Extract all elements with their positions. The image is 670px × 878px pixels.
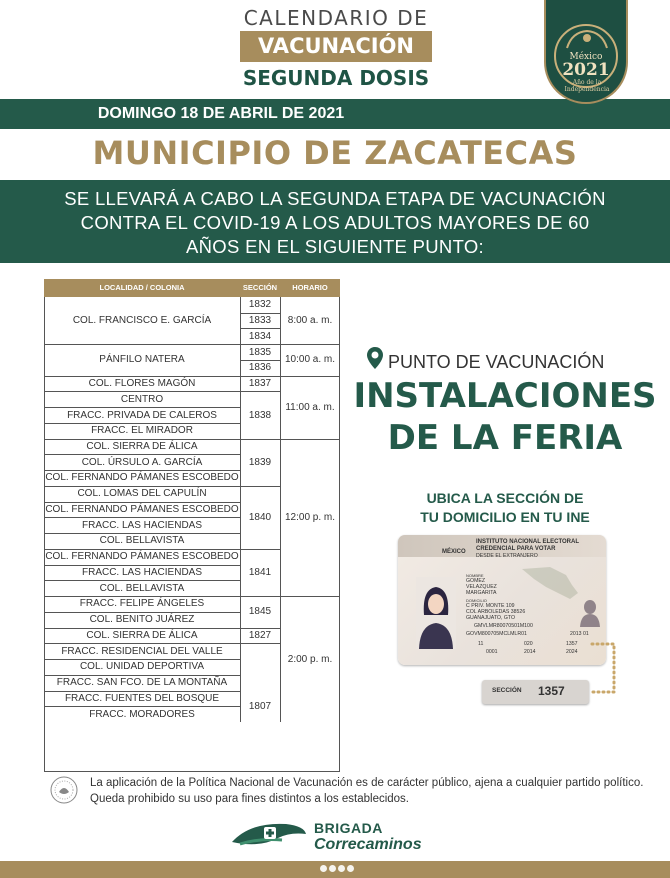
announcement-line: AÑOS EN EL SIGUIENTE PUNTO: xyxy=(186,236,484,257)
table-gridline xyxy=(44,344,240,345)
section-cell: 1833 xyxy=(248,315,272,327)
table-gridline xyxy=(44,706,240,707)
locality-cell: FRACC. EL MIRADOR xyxy=(91,425,193,437)
section-cell: 1827 xyxy=(248,629,272,641)
table-gridline xyxy=(240,360,280,361)
locality-cell: COL. FERNANDO PÁMANES ESCOBEDO xyxy=(45,472,239,484)
table-gridline xyxy=(44,533,240,534)
locality-cell: FRACC. LAS HACIENDAS xyxy=(81,566,203,578)
locality-cell: COL. UNIDAD DEPORTIVA xyxy=(79,661,205,673)
schedule-cell: 2:00 p. m. xyxy=(287,653,333,665)
second-dose-title: SEGUNDA DOSIS xyxy=(242,66,430,90)
section-cell: 1845 xyxy=(248,606,272,618)
locality-cell: PÁNFILO NATERA xyxy=(99,354,185,366)
table-gridline xyxy=(240,596,280,597)
locality-cell: FRACC. SAN FCO. DE LA MONTAÑA xyxy=(56,677,228,689)
section-cell: 1840 xyxy=(248,511,272,523)
locality-cell: COL. ÚRSULO A. GARCÍA xyxy=(81,456,203,468)
card-municipio: 020 xyxy=(524,641,533,647)
card-abroad: DESDE EL EXTRANJERO xyxy=(476,553,538,559)
locality-cell: COL. BENITO JUÁREZ xyxy=(89,614,195,626)
card-address-label: DOMICILIO xyxy=(466,598,487,603)
correcaminos-title: Correcaminos xyxy=(314,836,422,853)
card-name-label: NOMBRE xyxy=(466,573,484,578)
locality-cell: FRACC. FUENTES DEL BOSQUE xyxy=(64,692,220,704)
vaccination-point-label: PUNTO DE VACUNACIÓN xyxy=(388,352,605,372)
card-registro: 2013 01 xyxy=(570,631,589,637)
card-address-line: COL ARBOLEDAS 38526 xyxy=(466,609,526,615)
table-gridline xyxy=(280,596,340,597)
card-elector-key: GMVLMR80070501M100 xyxy=(474,623,533,629)
table-gridline xyxy=(44,486,240,487)
announcement xyxy=(0,180,670,263)
schedule-cell: 8:00 a. m. xyxy=(287,315,333,327)
mexico-map-icon xyxy=(520,563,580,603)
emblem-subtitle: Año de la Independencia xyxy=(564,79,610,93)
table-gridline xyxy=(44,423,240,424)
locality-cell: COL. SIERRA DE ÁLICA xyxy=(86,441,198,453)
section-cell: 1807 xyxy=(248,700,272,712)
locality-cell: CENTRO xyxy=(120,393,164,405)
table-header xyxy=(44,279,340,297)
mexico-2021-emblem xyxy=(544,0,628,104)
vaccination-title: VACUNACIÓN xyxy=(240,31,432,62)
section-cell: 1841 xyxy=(248,566,272,578)
card-address-line: C PRIV. MONTE 109 xyxy=(466,603,515,609)
table-gridline xyxy=(44,439,240,440)
section-cell: 1837 xyxy=(248,378,272,390)
schedule-cell: 12:00 p. m. xyxy=(284,511,336,523)
location-pin-icon xyxy=(366,346,384,370)
card-name-line: MARGARITA xyxy=(466,590,497,596)
section-callout xyxy=(482,680,589,704)
card-name-line: GOMEZ xyxy=(466,578,486,584)
table-gridline xyxy=(44,502,240,503)
locality-cell: FRACC. LAS HACIENDAS xyxy=(81,519,203,531)
card-vigencia: 2024 xyxy=(566,649,578,655)
table-gridline xyxy=(44,549,240,550)
table-gridline xyxy=(44,376,240,377)
table-gridline xyxy=(240,313,280,314)
wreath-icon xyxy=(562,28,612,50)
emblem-country: México xyxy=(569,52,603,62)
ine-card-sample xyxy=(398,535,606,665)
card-country: MÉXICO xyxy=(442,549,466,555)
table-gridline xyxy=(44,454,240,455)
instagram-icon xyxy=(338,865,345,872)
table-gridline xyxy=(44,407,240,408)
section-cell: 1836 xyxy=(248,362,272,374)
locality-cell: COL. FLORES MAGÓN xyxy=(88,378,196,390)
table-gridline xyxy=(44,565,240,566)
locality-cell: COL. FERNANDO PÁMANES ESCOBEDO xyxy=(45,503,239,515)
table-gridline xyxy=(44,691,240,692)
locality-cell: FRACC. RESIDENCIAL DEL VALLE xyxy=(61,645,223,657)
table-gridline xyxy=(44,517,240,518)
table-gridline xyxy=(44,628,240,629)
locality-cell: COL. FERNANDO PÁMANES ESCOBEDO xyxy=(45,551,239,563)
table-gridline xyxy=(44,659,240,660)
table-gridline xyxy=(44,391,240,392)
youtube-icon xyxy=(347,865,354,872)
locate-line: UBICA LA SECCIÓN DE xyxy=(426,490,584,506)
announcement-line: CONTRA EL COVID-19 A LOS ADULTOS MAYORES DE 60 xyxy=(80,212,590,233)
mexico-seal-icon xyxy=(50,776,78,804)
venue-name-line1: INSTALACIONES xyxy=(353,376,657,416)
locality-cell: COL. FRANCISCO E. GARCÍA xyxy=(72,315,212,327)
locate-instruction xyxy=(372,489,638,527)
table-gridline xyxy=(280,297,281,722)
card-localidad: 0001 xyxy=(486,649,498,655)
section-callout-number: 1357 xyxy=(538,684,565,698)
schedule-cell: 10:00 a. m. xyxy=(284,354,336,366)
twitter-icon xyxy=(329,865,336,872)
correcaminos-logo-icon xyxy=(230,814,308,856)
schedule-cell: 11:00 a. m. xyxy=(285,401,335,413)
venue-name-line2: DE LA FERIA xyxy=(387,418,623,458)
card-credential: CREDENCIAL PARA VOTAR xyxy=(476,546,556,552)
table-gridline xyxy=(280,376,340,377)
table-gridline xyxy=(240,344,280,345)
person-photo-icon xyxy=(416,577,456,649)
table-gridline xyxy=(44,675,240,676)
table-gridline xyxy=(240,297,241,722)
table-gridline xyxy=(44,643,240,644)
event-date: DOMINGO 18 DE ABRIL DE 2021 xyxy=(60,99,382,129)
locality-cell: FRACC. PRIVADA DE CALEROS xyxy=(67,409,217,421)
locate-line: TU DOMICILIO EN TU INE xyxy=(420,509,590,525)
table-gridline xyxy=(44,612,240,613)
table-gridline xyxy=(280,439,340,440)
locality-cell: COL. SIERRA DE ÁLICA xyxy=(86,629,198,641)
locality-cell: FRACC. MORADORES xyxy=(89,708,195,720)
section-cell: 1839 xyxy=(248,456,272,468)
card-seccion: 1357 xyxy=(566,641,578,647)
section-callout-label: SECCIÓN xyxy=(492,687,522,694)
table-gridline xyxy=(44,470,240,471)
brigada-title: BRIGADA xyxy=(314,820,383,836)
table-gridline xyxy=(240,643,280,644)
card-curp: GOVM800705MCLMLR01 xyxy=(466,631,527,637)
disclaimer: La aplicación de la Política Nacional de Vacunación es de carácter público, ajena a cualquier partido político. Queda prohibido su uso para fines distintos a los establecidos. xyxy=(90,777,644,805)
table-gridline xyxy=(240,549,280,550)
table-gridline xyxy=(44,596,240,597)
header-locality: LOCALIDAD / COLONIA xyxy=(99,283,185,292)
table-gridline xyxy=(240,376,280,377)
table-gridline xyxy=(240,628,280,629)
card-estado: 11 xyxy=(478,641,484,647)
ghost-photo-icon xyxy=(578,597,602,627)
header-schedule: HORARIO xyxy=(292,283,328,292)
locality-cell: COL. LOMAS DEL CAPULÍN xyxy=(77,488,207,500)
header-section: SECCIÓN xyxy=(242,283,278,292)
locality-cell: COL. BELLAVISTA xyxy=(99,535,185,547)
section-cell: 1834 xyxy=(248,330,272,342)
announcement-line: SE LLEVARÁ A CABO LA SEGUNDA ETAPA DE VACUNACIÓN xyxy=(64,188,606,209)
table-gridline xyxy=(240,486,280,487)
locality-cell: FRACC. FELIPE ÁNGELES xyxy=(79,598,205,610)
card-emision: 2014 xyxy=(524,649,536,655)
table-gridline xyxy=(240,328,280,329)
card-institute: INSTITUTO NACIONAL ELECTORAL xyxy=(476,539,580,545)
section-cell: 1835 xyxy=(248,346,272,358)
table-gridline xyxy=(240,391,280,392)
social-icons xyxy=(320,865,354,874)
bottom-band xyxy=(0,861,670,878)
card-address-line: GUANAJUATO, GTO xyxy=(466,615,515,621)
emblem-year: 2021 xyxy=(562,60,610,80)
facebook-icon xyxy=(320,865,327,872)
table-gridline xyxy=(240,439,280,440)
section-cell: 1832 xyxy=(248,299,272,311)
pointer-dotted-line xyxy=(588,640,622,696)
municipality-title: MUNICIPIO DE ZACATECAS xyxy=(92,134,578,172)
calendar-title: CALENDARIO DE xyxy=(243,6,429,30)
card-name-line: VELAZQUEZ xyxy=(466,584,497,590)
section-cell: 1838 xyxy=(248,409,272,421)
table-gridline xyxy=(280,344,340,345)
locality-cell: COL. BELLAVISTA xyxy=(99,582,185,594)
table-gridline xyxy=(44,580,240,581)
